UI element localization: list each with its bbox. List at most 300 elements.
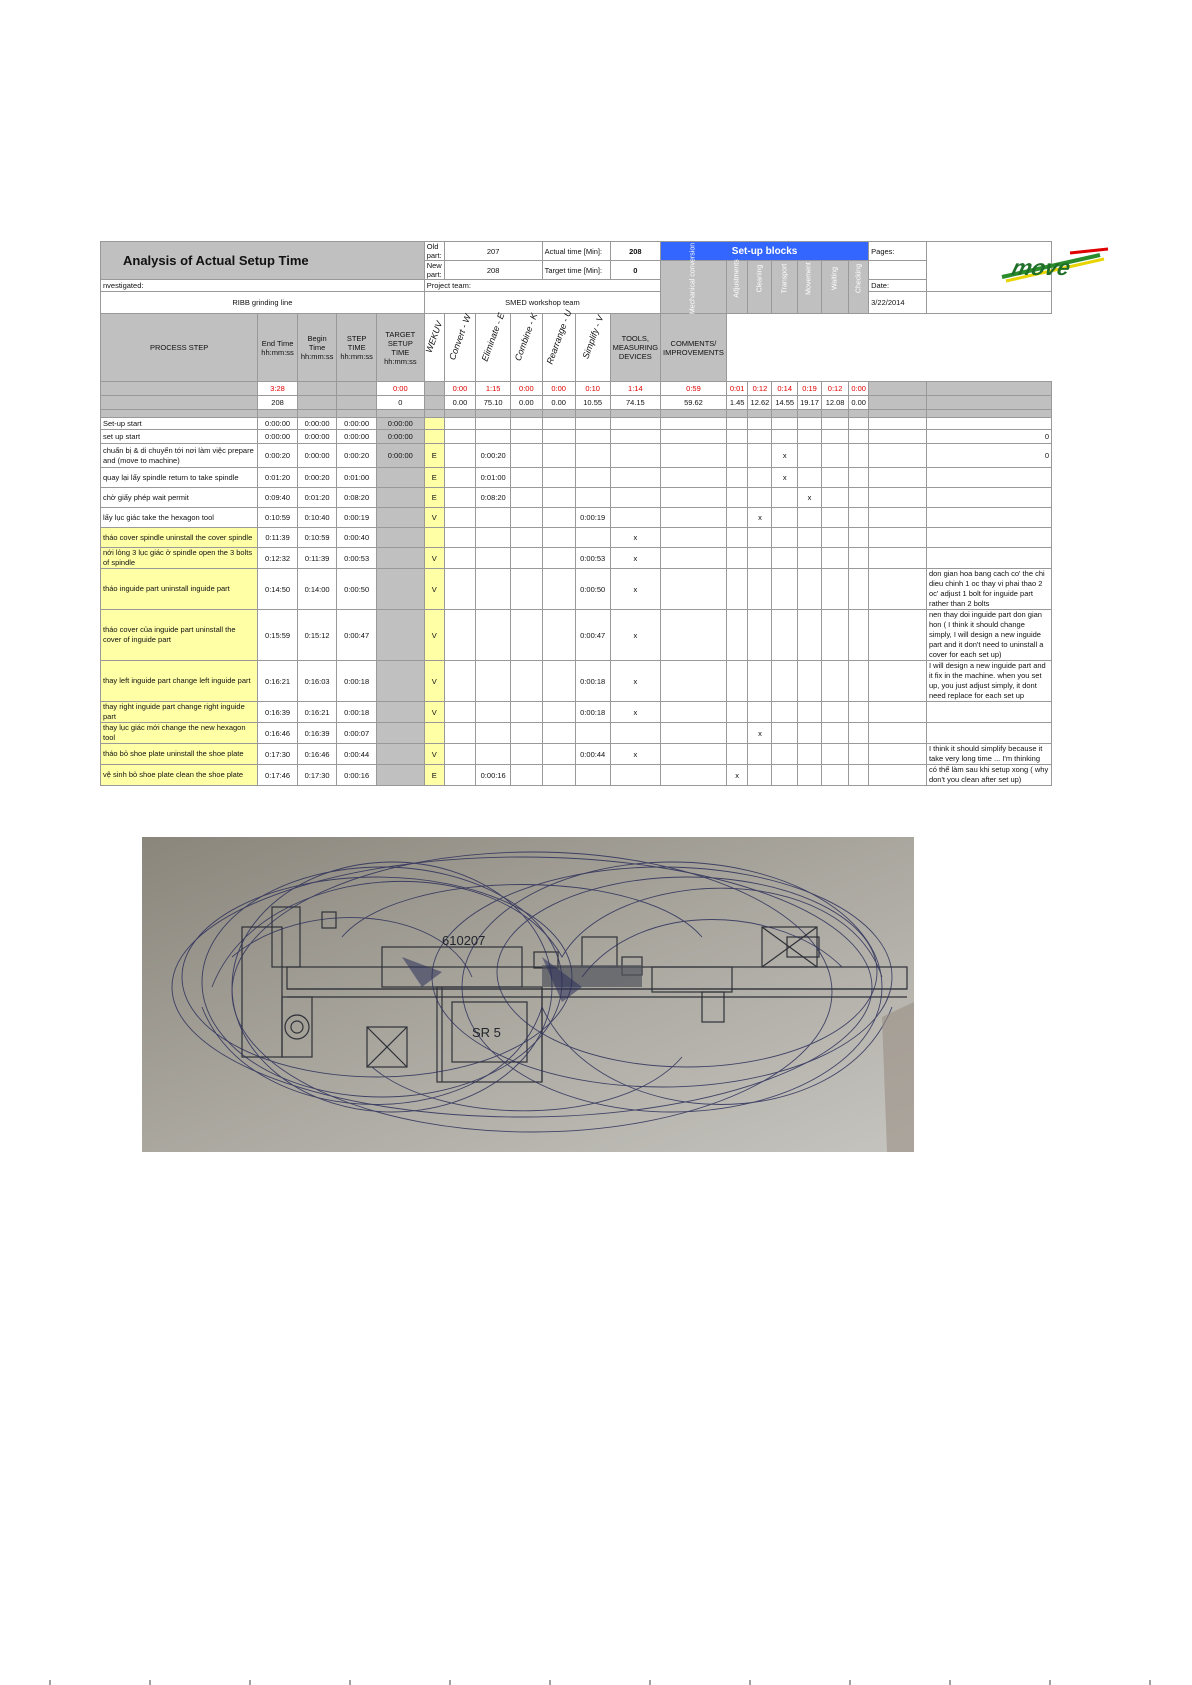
separator-cell [376,410,424,418]
malfunctions-mark [849,661,869,702]
header-rearrange: Rearrange - U [542,314,575,382]
mechanical-mark: x [610,661,660,702]
step-time: 0:00:19 [337,508,377,528]
summary-transport: 12.62 [748,396,772,410]
header-combine: Combine - K [511,314,542,382]
checking-mark [821,488,848,508]
tools-value [869,569,927,610]
actual-time-label: Actual time [Min]: [542,242,610,261]
target-time [376,548,424,569]
movement-mark: x [772,444,798,468]
svg-text:610207: 610207 [442,933,486,948]
comment [926,528,1051,548]
separator-cell [726,410,748,418]
wekuv-code [424,528,444,548]
movement-mark: x [772,468,798,488]
begin-time: 0:16:03 [297,661,337,702]
movement-mark [772,569,798,610]
mechanical-mark: x [610,528,660,548]
begin-time: 0:00:00 [297,430,337,444]
wekuv-code: E [424,444,444,468]
separator-cell [869,410,927,418]
process-step: lấy lục giác take the hexagon tool [101,508,258,528]
comment: I think it should simplify because it take very long time ... I'm thinking [926,744,1051,765]
sheet-row [101,744,1052,765]
end-time: 0:09:40 [258,488,298,508]
summary-checking: 12.08 [821,396,848,410]
eliminate-value [476,569,511,610]
sheet-row [101,528,1052,548]
step-time: 0:00:50 [337,569,377,610]
combine-value [511,610,542,661]
transport-mark: x [748,723,772,744]
summary-tools [869,396,927,410]
combine-value [511,430,542,444]
sheet-row [101,430,1052,444]
begin-time: 0:00:00 [297,418,337,430]
step-time: 0:00:07 [337,723,377,744]
rearrange-value [542,418,575,430]
process-step: set up start [101,430,258,444]
movement-mark [772,488,798,508]
rearrange-value [542,702,575,723]
waiting-mark [798,548,822,569]
begin-time: 0:10:40 [297,508,337,528]
begin-time: 0:01:20 [297,488,337,508]
transport-mark [748,444,772,468]
process-step: thay lục giác mới change the new hexagon tool [101,723,258,744]
checking-mark [821,548,848,569]
eliminate-value: 0:00:20 [476,444,511,468]
mechanical-mark [610,508,660,528]
convert-value [444,610,475,661]
summary-movement: 14.55 [772,396,798,410]
convert-value [444,508,475,528]
eliminate-value [476,430,511,444]
rearrange-value [542,610,575,661]
project-team-value: SMED workshop team [424,292,660,314]
movement-mark [772,610,798,661]
tools-value [869,765,927,786]
checking-mark [821,508,848,528]
date-value: 3/22/2014 [869,292,927,314]
rearrange-value [542,468,575,488]
transport-mark [748,569,772,610]
begin-time: 0:16:46 [297,744,337,765]
summary-end_time: 3:28 [258,382,298,396]
mechanical-mark [610,444,660,468]
step-time: 0:08:20 [337,488,377,508]
cleaning-mark [726,723,748,744]
begin-time: 0:17:30 [297,765,337,786]
summary-simplify: 0:10 [575,382,610,396]
summary-end_time: 208 [258,396,298,410]
end-time: 0:17:30 [258,744,298,765]
sheet-row [101,410,1052,418]
waiting-mark [798,569,822,610]
setup-block-checking: Checking [849,261,869,314]
waiting-mark [798,430,822,444]
spaghetti-diagram [142,837,914,1152]
movement-mark [772,765,798,786]
sheet-row [101,242,1052,261]
new-part-label: New part: [424,261,444,280]
waiting-mark [798,765,822,786]
malfunctions-mark [849,548,869,569]
wekuv-code [424,418,444,430]
eliminate-value [476,744,511,765]
movement-mark [772,702,798,723]
process-step: thay right inguide part change right inguide part [101,702,258,723]
move-logo [1000,247,1110,287]
target-time: 0:00:00 [376,444,424,468]
wekuv-code [424,430,444,444]
setup-block-transport: Transport [772,261,798,314]
malfunctions-mark [849,418,869,430]
step-time: 0:00:53 [337,548,377,569]
summary-rearrange: 0:00 [542,382,575,396]
summary-simplify: 10.55 [575,396,610,410]
sheet-row [101,569,1052,610]
summary-tools [869,382,927,396]
cleaning-mark [726,661,748,702]
sheet-row [101,396,1052,410]
wekuv-code: V [424,661,444,702]
summary-convert: 0.00 [444,396,475,410]
investigated-label: nvestigated: [101,280,425,292]
pages-label: Pages: [869,242,927,261]
comment: 0 [926,430,1051,444]
end-time: 0:10:59 [258,508,298,528]
process-step: tháo inguide part uninstall inguide part [101,569,258,610]
simplify-value: 0:00:18 [575,702,610,723]
transport-mark [748,488,772,508]
eliminate-value [476,723,511,744]
process-step: nới lỏng 3 lục giác ở spindle open the 3 bolts of spindle [101,548,258,569]
header-step_time: STEP TIME hh:mm:ss [337,314,377,382]
combine-value [511,765,542,786]
separator-cell [610,410,660,418]
process-step: chuẩn bị & di chuyển tới nơi làm việc prepare and (move to machine) [101,444,258,468]
target-time [376,702,424,723]
convert-value [444,488,475,508]
mechanical-mark: x [610,569,660,610]
simplify-value: 0:00:18 [575,661,610,702]
movement-mark [772,418,798,430]
malfunctions-mark [849,702,869,723]
old-part-label: Old part: [424,242,444,261]
movement-mark [772,548,798,569]
new-part-value: 208 [444,261,542,280]
end-time: 0:14:50 [258,569,298,610]
comment: don gian hoa bang cach co' the chi dieu chinh 1 oc thay vi phai thao 2 oc' adjust 1 bolt for inguide part rather than 2 bolts [926,569,1051,610]
setup-analysis-sheet [100,241,1074,784]
waiting-mark [798,661,822,702]
target-time: 0:00:00 [376,418,424,430]
separator-cell [798,410,822,418]
cleaning-mark [726,610,748,661]
rearrange-value [542,744,575,765]
adjustments-mark [661,744,727,765]
sheet-row [101,610,1052,661]
summary-eliminate: 75.10 [476,396,511,410]
target-time [376,569,424,610]
waiting-mark [798,528,822,548]
simplify-value [575,444,610,468]
movement-mark [772,430,798,444]
simplify-value [575,528,610,548]
tools-value [869,444,927,468]
combine-value [511,508,542,528]
tools-value [869,528,927,548]
end-time: 0:16:46 [258,723,298,744]
separator-cell [297,410,337,418]
target-time [376,723,424,744]
simplify-value: 0:00:19 [575,508,610,528]
setup-block-adjustments: Adjustments [726,261,748,314]
eliminate-value [476,661,511,702]
adjustments-mark [661,444,727,468]
separator-cell [772,410,798,418]
eliminate-value [476,702,511,723]
begin-time: 0:11:39 [297,548,337,569]
waiting-mark [798,702,822,723]
waiting-mark [798,610,822,661]
process-step: quay lại lấy spindle return to take spindle [101,468,258,488]
svg-text:SR 5: SR 5 [472,1025,501,1040]
convert-value [444,702,475,723]
summary-malfunctions: 0.00 [849,396,869,410]
step-time: 0:00:18 [337,702,377,723]
summary-convert: 0:00 [444,382,475,396]
waiting-mark [798,468,822,488]
process-step: Set-up start [101,418,258,430]
separator-cell [444,410,475,418]
comment [926,548,1051,569]
eliminate-value [476,418,511,430]
sheet-row [101,418,1052,430]
separator-cell [849,410,869,418]
end-time: 0:00:00 [258,430,298,444]
simplify-value [575,430,610,444]
comment [926,488,1051,508]
movement-mark [772,723,798,744]
separator-cell [821,410,848,418]
combine-value [511,418,542,430]
step-time: 0:00:18 [337,661,377,702]
wekuv-code: V [424,744,444,765]
date-label: Date: [869,280,927,292]
step-time: 0:01:00 [337,468,377,488]
summary-target: 0 [376,396,424,410]
checking-mark [821,528,848,548]
checking-mark [821,723,848,744]
adjustments-mark [661,418,727,430]
rearrange-value [542,508,575,528]
movement-mark [772,508,798,528]
summary-adjustments: 59.62 [661,396,727,410]
rearrange-value [542,569,575,610]
mechanical-mark: x [610,610,660,661]
header-simplify: Simplify - V [575,314,610,382]
eliminate-value [476,528,511,548]
process-step: tháo cover của inguide part uninstall the cover of inguide part [101,610,258,661]
cleaning-mark [726,468,748,488]
simplify-value [575,418,610,430]
cleaning-mark [726,430,748,444]
movement-mark [772,528,798,548]
target-time: 0:00:00 [376,430,424,444]
summary-mechanical: 74.15 [610,396,660,410]
cleaning-mark [726,488,748,508]
begin-time: 0:10:59 [297,528,337,548]
process-step: tháo cover spindle uninstall the cover spindle [101,528,258,548]
comment: nen thay doi inguide part don gian hon ( I think it should change simply, I will design a new inguide part and it don't need to uninstall a cover for each set up) [926,610,1051,661]
tools-value [869,661,927,702]
eliminate-value [476,508,511,528]
summary-spacer [101,396,258,410]
target-time-label: Target time [Min]: [542,261,610,280]
checking-mark [821,765,848,786]
convert-value [444,661,475,702]
summary-__w [424,382,444,396]
simplify-value [575,468,610,488]
separator-cell [337,410,377,418]
sheet-row [101,702,1052,723]
tools-value [869,610,927,661]
adjustments-mark [661,765,727,786]
tools-value [869,488,927,508]
end-time: 0:00:20 [258,444,298,468]
begin-time: 0:16:39 [297,723,337,744]
end-time: 0:17:46 [258,765,298,786]
mechanical-mark [610,723,660,744]
simplify-value [575,765,610,786]
summary-__s [337,382,377,396]
setup-block-movement: Movement [798,261,822,314]
sheet-row [101,488,1052,508]
mechanical-mark: x [610,548,660,569]
separator-cell [424,410,444,418]
separator-cell [926,410,1051,418]
end-time: 0:00:00 [258,418,298,430]
header-end_time: End Time hh:mm:ss [258,314,298,382]
sheet-row [101,661,1052,702]
sheet-row [101,548,1052,569]
separator-cell [258,410,298,418]
step-time: 0:00:44 [337,744,377,765]
begin-time: 0:16:21 [297,702,337,723]
comment: I will design a new inguide part and it fix in the machine. when you set up, you just adjust simply, it dont need replace for each set up [926,661,1051,702]
summary-malfunctions: 0:00 [849,382,869,396]
end-time: 0:11:39 [258,528,298,548]
summary-cleaning: 1.45 [726,396,748,410]
summary-__b [297,382,337,396]
wekuv-code: E [424,468,444,488]
mechanical-mark [610,765,660,786]
begin-time: 0:00:20 [297,468,337,488]
wekuv-code: V [424,610,444,661]
adjustments-mark [661,723,727,744]
convert-value [444,468,475,488]
summary-spacer [101,382,258,396]
convert-value [444,444,475,468]
adjustments-mark [661,548,727,569]
header-begin_time: Begin Time hh:mm:ss [297,314,337,382]
tools-value [869,418,927,430]
setup-blocks-header: Set-up blocks [661,242,869,261]
transport-mark [748,610,772,661]
eliminate-value [476,548,511,569]
eliminate-value [476,610,511,661]
comment [926,508,1051,528]
malfunctions-mark [849,444,869,468]
rearrange-value [542,444,575,468]
malfunctions-mark [849,468,869,488]
wekuv-code [424,723,444,744]
setup-analysis-table [100,241,1052,786]
sheet-row [101,292,1052,314]
combine-value [511,702,542,723]
wekuv-code: V [424,548,444,569]
tools-value [869,702,927,723]
checking-mark [821,702,848,723]
checking-mark [821,430,848,444]
malfunctions-mark [849,610,869,661]
waiting-mark [798,418,822,430]
waiting-mark [798,723,822,744]
comment: có thể làm sau khi setup xong ( why don't you clean after set up) [926,765,1051,786]
eliminate-value: 0:00:16 [476,765,511,786]
malfunctions-mark [849,528,869,548]
comment [926,723,1051,744]
end-time: 0:15:59 [258,610,298,661]
transport-mark [748,430,772,444]
mechanical-mark [610,430,660,444]
svg-text:move: move [1009,255,1074,280]
malfunctions-mark [849,744,869,765]
summary-cleaning: 0:01 [726,382,748,396]
step-time: 0:00:00 [337,418,377,430]
cleaning-mark [726,569,748,610]
summary-__s [337,396,377,410]
sheet-row [101,468,1052,488]
checking-mark [821,444,848,468]
process-step: chờ giấy phép wait permit [101,488,258,508]
tools-value [869,548,927,569]
summary-waiting: 0:19 [798,382,822,396]
summary-__b [297,396,337,410]
sheet-row [101,314,1052,382]
process-step: thay left inguide part change left inguide part [101,661,258,702]
setup-block-cleaning: Cleaning [748,261,772,314]
rearrange-value [542,528,575,548]
simplify-value: 0:00:44 [575,744,610,765]
adjustments-mark [661,488,727,508]
sheet-title: Analysis of Actual Setup Time [101,242,425,280]
waiting-mark [798,744,822,765]
combine-value [511,723,542,744]
summary-mechanical: 1:14 [610,382,660,396]
checking-mark [821,468,848,488]
project-team-label: Project team: [424,280,660,292]
investigated-value: RIBB grinding line [101,292,425,314]
header-eliminate: Eliminate - E [476,314,511,382]
sheet-row [101,444,1052,468]
combine-value [511,528,542,548]
mechanical-mark [610,488,660,508]
malfunctions-mark [849,488,869,508]
